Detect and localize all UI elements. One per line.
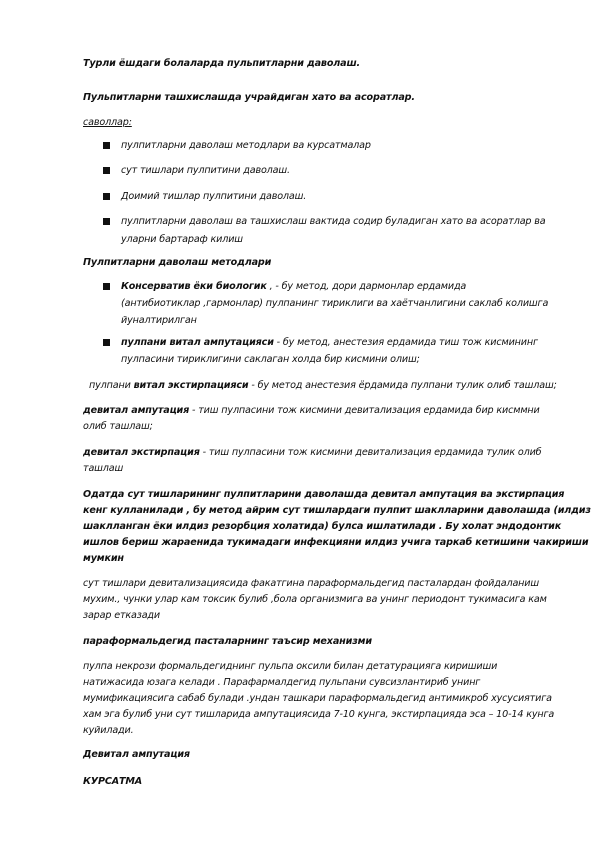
bold-paragraph-line: ишлов бериш жараенида тукимадаги инфекцияни илдиз учига таркаб кетишини чакириши [83, 537, 589, 548]
paragraph-line: девитал экстирпация - тиш пулпасини тож кисмини девитализация ердамида тулик олиб [83, 447, 542, 458]
paragraph-line: хам эга булиб уни сут тишларида ампутацияcида 7-10 кунга, экстирпацияда эса – 10-14 кунга [83, 709, 555, 720]
bullet-marker [103, 193, 110, 200]
heading-mechanism: параформальдегид пасталарнинг таъсир механизми [83, 636, 372, 647]
heading-methods: Пулпитларни даволаш методлари [83, 257, 272, 268]
list-item: сут тишлари пулпитини даволаш. [121, 165, 290, 176]
bullet-marker [103, 218, 110, 225]
list-item: пулпитларни даволаш ва ташхислаш вактида содир буладиган хато ва асоратлар ва [121, 216, 546, 227]
list-item: Консерватив ёки биологик , - бу метод, дори дармонлар ердамида [121, 281, 467, 292]
list-item: Доимий тишлар пулпитини даволаш. [121, 191, 307, 202]
heading-amputation: Девитал ампутация [83, 749, 190, 760]
paragraph-line: натижасида юзага келади . Парафармалдегид пульпани сувсизлантириб унинг [83, 677, 481, 688]
bullet-marker [103, 142, 110, 149]
bold-paragraph-line: Одатда сут тишларининг пулпитларини даволашда девитал ампутация ва экстирпация [83, 489, 565, 500]
heading-errors: Пульпитларни ташхислашда учрайдиган хато ва асоратлар. [83, 92, 415, 103]
bold-paragraph-line: кенг кулланилади , бу метод айрим сут тишлардаги пулпит шаклларини даволашда (илдиз [83, 505, 591, 516]
bullet-marker [103, 167, 110, 174]
heading-treatment: Турли ёшдаги болаларда пульпитларни даволаш. [83, 58, 361, 69]
paragraph-line: пулпа некрози формальдегиднинг пульпа оксили билан детатурацияга киришиши [83, 661, 498, 672]
bold-paragraph-line: мумкин [83, 553, 124, 564]
list-item-continuation: уларни бартараф килиш [121, 234, 243, 245]
paragraph-line: олиб ташлаш; [83, 421, 153, 432]
paragraph-line: пулпани витал экстирпацияси - бу метод анестезия ёрдамида пулпани тулик олиб ташлаш; [89, 380, 557, 391]
list-item-continuation: йуналтирилган [121, 315, 197, 326]
paragraph-line: ташлаш [83, 463, 124, 474]
list-item: пулпитларни даволаш методлари ва курсатмалар [121, 140, 371, 151]
paragraph-line: куйилади. [83, 725, 134, 736]
list-item-continuation: пулпасини тириклигини саклаган холда бир кисмини олиш; [121, 354, 420, 365]
questions-label: саволлар: [83, 117, 132, 128]
heading-course: КУРСАТМА [83, 776, 143, 787]
paragraph-line: сут тишлари девитализациясида факатгина параформальдегид пасталардан фойдаланиш [83, 578, 540, 589]
list-item-continuation: (антибиотиклар ,гармонлар) пулпанинг тириклиги ва хаётчанлигини саклаб колишга [121, 298, 549, 309]
bullet-marker [103, 283, 110, 290]
list-item: пулпани витал ампутацияси - бу метод, анестезия ердамида тиш тож кисмининг [121, 337, 538, 348]
bullet-marker [103, 339, 110, 346]
bold-paragraph-line: шаклланган ёки илдиз резорбция холатида) булса ишлатилади . Бу холат эндодонтик [83, 521, 562, 532]
paragraph-line: мумификациясига сабаб булади .ундан ташкари параформальдегид антимикроб хусусиятига [83, 693, 552, 704]
paragraph-line: девитал ампутация - тиш пулпасини тож кисмини девитализация ердамида бир кисммни [83, 405, 540, 416]
paragraph-line: мухим., чунки улар кам токсик булиб ,бола организмига ва унинг периодонт тукимасига кам [83, 594, 547, 605]
paragraph-line: зарар етказади [83, 610, 161, 621]
